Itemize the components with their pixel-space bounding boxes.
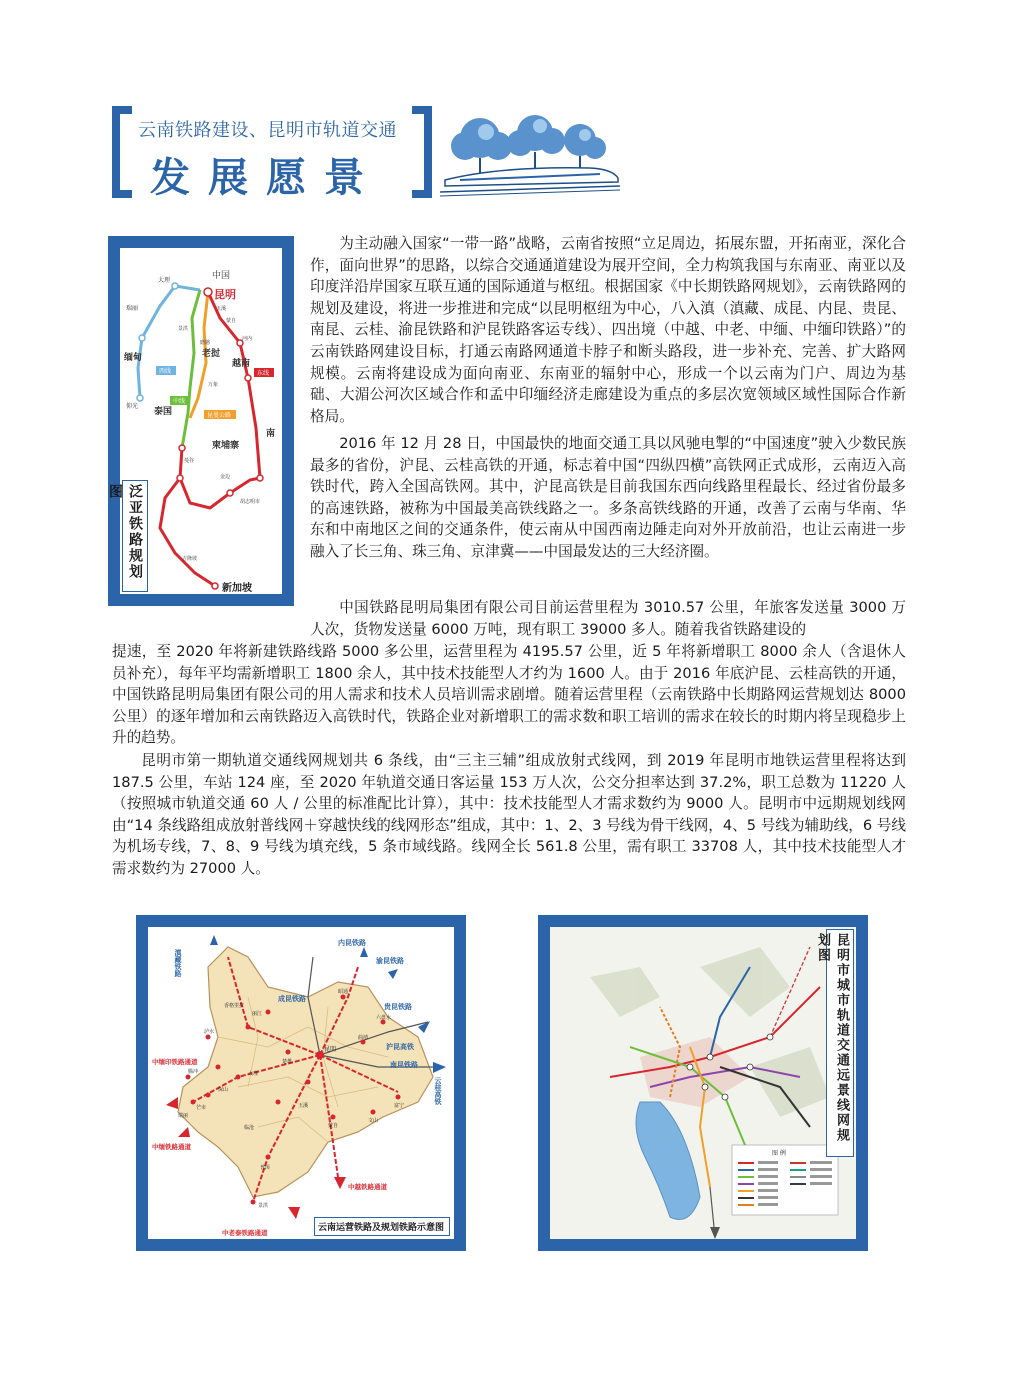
label-zhonglaotai: 中老泰铁路通道 bbox=[222, 1229, 268, 1237]
label-hukun: 沪昆高铁 bbox=[386, 1043, 414, 1051]
city-label: 曲靖 bbox=[358, 1035, 369, 1041]
city-label: 泸水 bbox=[204, 1029, 215, 1035]
paragraph-2 bbox=[310, 433, 906, 563]
label-vientiane: 万象 bbox=[208, 382, 219, 388]
city-label: 玉溪 bbox=[298, 1103, 309, 1109]
label-kl: 吉隆坡 bbox=[182, 556, 198, 562]
label-bangkok: 曼谷 bbox=[184, 458, 195, 464]
legend-title: 图 例 bbox=[772, 1150, 786, 1157]
paragraph-1 bbox=[310, 233, 906, 427]
header-bracket-right bbox=[412, 106, 432, 198]
label-myanmar: 缅甸 bbox=[124, 353, 143, 363]
label-yangon: 仰光 bbox=[126, 403, 139, 410]
label-yungui: 云桂高铁 bbox=[434, 1077, 442, 1105]
label-guikun: 贵昆铁路 bbox=[384, 1003, 412, 1011]
header-subtitle: 云南铁路建设、昆明市轨道交通 bbox=[138, 120, 397, 141]
city-label: 瑞丽 bbox=[178, 1113, 189, 1119]
label-west-line: 西线 bbox=[159, 368, 172, 375]
city-label: 大理 bbox=[248, 1071, 259, 1077]
map-pan-asia-frame bbox=[108, 236, 294, 606]
label-nankun: 南昆铁路 bbox=[390, 1061, 418, 1069]
label-jinghong: 景洪 bbox=[178, 326, 189, 332]
city-label: 腾冲 bbox=[188, 1069, 199, 1075]
map-yunnan-caption: 云南运营铁路及规划铁路示意图 bbox=[314, 1217, 450, 1236]
label-hanoi: 河内 bbox=[242, 336, 253, 342]
paragraph-1-text: 为主动融入国家“一带一路”战略，云南省按照“立足周边，拓展东盟，开拓南亚，深化合作，面向世界”的思路，以综合交通通道建设为展开空间，全力构筑我国与东南亚、南亚以及印度洋沿岸国家互联互通的国际通道与枢纽。根据国家《中长期铁路网规划》，云南铁路网的规划及建设，将进一步推进和完成“以昆明枢纽为中心，八入滇（滇藏、成昆、内昆、贵昆、南昆、云桂、渝昆铁路和沪昆铁路客运专线）、四出境（中越、中老、中缅、中缅印铁路）”的云南铁路网建设目标，打通云南路网通道卡脖子和断头路段，进一步补充、完善、扩大路网规模。云南将建设成为面向南亚、东南亚的辐射中心，形成一个以云南为门户、周边为基础、大湄公河次区域合作和孟中印缅经济走廊建设为重点的多层次宽领域区域性国际合作新格局。 bbox=[310, 235, 906, 425]
label-chengkun: 成昆铁路 bbox=[278, 995, 306, 1003]
label-mengzi: 蒙自 bbox=[226, 318, 237, 324]
city-label: 富宁 bbox=[394, 1103, 405, 1109]
label-zhongmian: 中缅铁路通道 bbox=[152, 1143, 191, 1151]
city-label: 丽江 bbox=[252, 1011, 263, 1017]
city-label: 普洱 bbox=[260, 1165, 271, 1171]
label-zhongmianyin: 中缅印铁路通道 bbox=[152, 1058, 198, 1066]
train-tree-illustration bbox=[440, 108, 620, 198]
label-singapore: 新加坡 bbox=[222, 583, 252, 594]
city-label: 临沧 bbox=[244, 1125, 255, 1131]
city-label: 楚雄 bbox=[282, 1059, 293, 1065]
city-label: 蒙自 bbox=[328, 1123, 339, 1129]
yunnan-rail-map bbox=[148, 927, 454, 1239]
paragraph-2-text: 2016 年 12 月 28 日，中国最快的地面交通工具以风驰电掣的“中国速度”驶入少数民族最多的省份，沪昆、云桂高铁的开通，标志着中国“四纵四横”高铁网正式成形，云南迈入高铁时代，跨入全国高铁网。其中，沪昆高铁是目前我国东西向线路里程最长、经过省份最多的高速铁路，被称为中国最美高铁线路之一。多条高铁线路的开通，改善了云南与华南、华东和中南地区之间的交通条件，使云南从中国西南边陲走向对外开放前沿，也让云南进一步融入了长三角、珠三角、京津冀——中国最发达的三大经济圈。 bbox=[310, 435, 906, 560]
header-bracket-left bbox=[112, 106, 132, 198]
city-label: 景洪 bbox=[258, 1203, 269, 1209]
city-label: 芒市 bbox=[196, 1105, 207, 1111]
label-thailand: 泰国 bbox=[154, 407, 173, 417]
label-dali: 大理 bbox=[158, 277, 171, 284]
label-south: 南 bbox=[266, 429, 276, 439]
city-label: 昭通 bbox=[338, 989, 349, 995]
label-zhongyue: 中越铁路通道 bbox=[348, 1183, 387, 1191]
label-cambodia: 柬埔寨 bbox=[212, 441, 240, 451]
page-title: 发展愿景 bbox=[150, 155, 382, 201]
label-china: 中国 bbox=[212, 271, 231, 281]
label-hcmc: 胡志明市 bbox=[240, 499, 261, 505]
city-label: 香格里拉 bbox=[224, 1003, 245, 1009]
paragraph-3a bbox=[310, 597, 906, 640]
city-label: 保山 bbox=[218, 1087, 229, 1093]
map-pan-asia-caption: 泛亚铁路规划图 bbox=[122, 480, 148, 592]
label-mid-line: 中线 bbox=[173, 398, 186, 405]
label-yuxi: 玉溪 bbox=[216, 306, 227, 312]
label-kunming: 昆明 bbox=[214, 288, 236, 301]
kunming-metro-map bbox=[550, 927, 856, 1239]
label-phnompenh: 金边 bbox=[220, 474, 231, 480]
label-ruili: 瑞丽 bbox=[126, 305, 139, 312]
label-mohan: 磨憨 bbox=[200, 340, 211, 346]
label-east-line: 东线 bbox=[257, 370, 270, 377]
map-kunming-caption: 昆明市城市轨道交通远景线网规划图 bbox=[826, 929, 854, 1157]
city-label: 文山 bbox=[368, 1118, 379, 1124]
label-vietnam: 越南 bbox=[232, 359, 251, 369]
paragraph-3a-text: 中国铁路昆明局集团有限公司目前运营里程为 3010.57 公里，年旅客发送量 3000 万人次，货物发送量 6000 万吨，现有职工 39000 多人。随着我省铁路建设的 bbox=[310, 599, 906, 638]
label-bangkok-line: 昆曼公路 bbox=[207, 412, 232, 419]
map-yunnan-frame bbox=[136, 915, 466, 1251]
label-laos: 老挝 bbox=[202, 349, 221, 359]
city-label: 六盘水 bbox=[376, 1015, 392, 1021]
city-label: 昆明 bbox=[324, 1046, 337, 1053]
paragraph-4 bbox=[112, 750, 906, 880]
label-diancang: 滇藏铁路 bbox=[174, 949, 182, 977]
paragraph-4-text: 昆明市第一期轨道交通线网规划共 6 条线，由“三主三辅”组成放射式线网，到 2019 年昆明市地铁运营里程将达到 187.5 公里，车站 124 座，至 2020 年轨道交通日客运量 153 万人次，公交分担率达到 37.2%，职工总数为 11220 人（按照城市轨道交通 60 人 / 公里的标准配比计算），其中：技术技能型人才需求数约为 9000 人。昆明市中远期规划线网由“14 条线路组成放射普线网＋穿越快线的线网形态”组成，其中：1、2、3 号线为骨干线网，4、5 号线为辅助线，6 号线为机场专线，7、8、9 号线为填充线，5 条市域线路。线网全长 561.8 公里，需有职工 33708 人，其中技术技能型人才需求数约为 27000 人。 bbox=[112, 752, 906, 877]
label-yukun: 渝昆铁路 bbox=[376, 957, 404, 965]
label-neikun: 内昆铁路 bbox=[338, 939, 366, 947]
map-kunming-frame bbox=[538, 915, 868, 1251]
paragraph-3b bbox=[112, 641, 906, 749]
paragraph-3b-text: 提速，至 2020 年将新建铁路线路 5000 多公里，运营里程为 4195.57 公里，近 5 年将新增职工 8000 余人（含退休人员补充），每年平均需新增职工 1800 余人，其中技术技能型人才约为 1600 人。由于 2016 年底沪昆、云桂高铁的开通，中国铁路昆明局集团有限公司的用人需求和技术人员培训需求剧增。随着运营里程（云南铁路中长期路网运营规划达 8000 公里）的逐年增加和云南铁路迈入高铁时代，铁路企业对新增职工的需求数和职工培训的需求在较长的时期内将呈现稳步上升的趋势。 bbox=[112, 643, 906, 747]
